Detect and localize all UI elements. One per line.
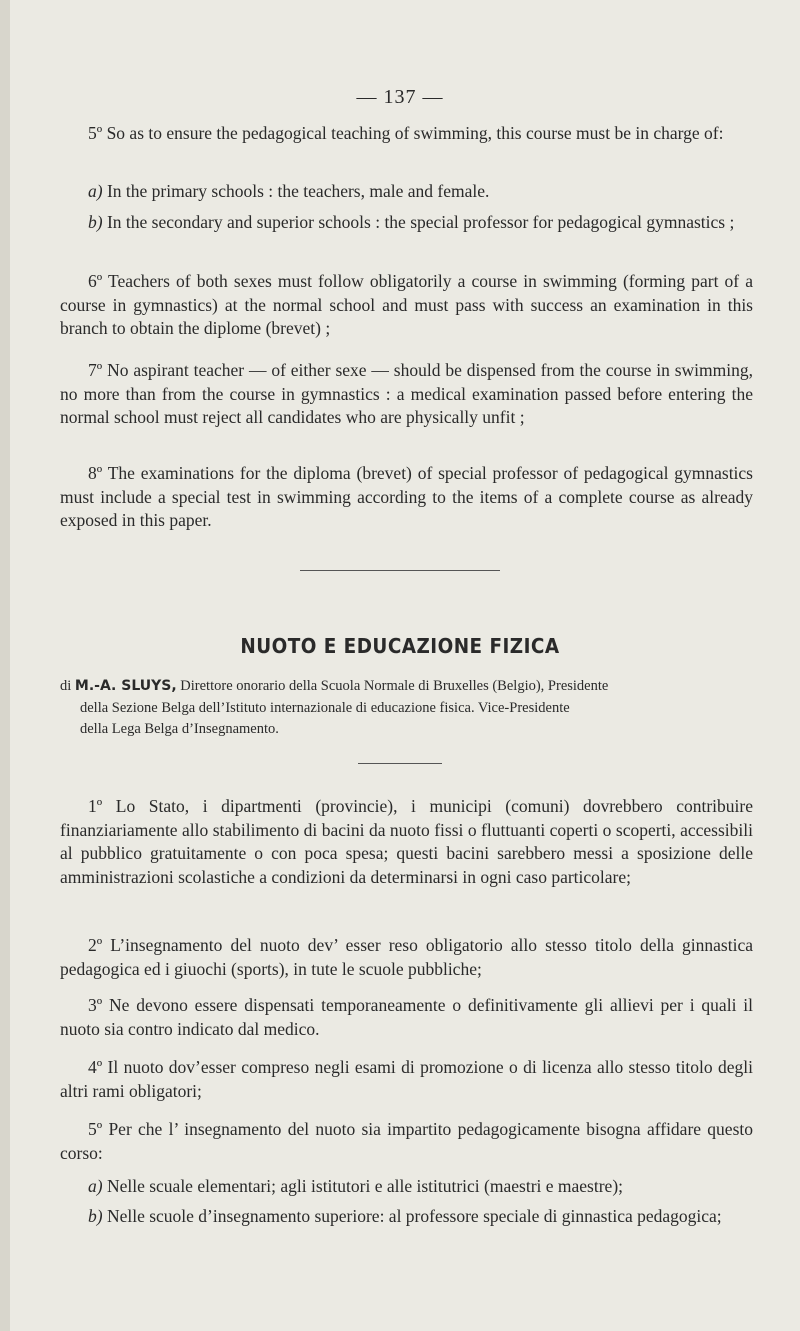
paragraph-en-6 (60, 270, 753, 341)
article-title: NUOTO E EDUCAZIONE FIZICA (240, 634, 560, 658)
byline-text: Direttore onorario della Scuola Normale di Bruxelles (Belgio), Presidente (180, 678, 609, 694)
page-gutter (0, 0, 10, 1331)
article-byline (60, 676, 760, 741)
paragraph-text: Il nuoto dov’esser compreso negli esami di promozione o di licenza allo stesso titolo degli altri rami obligatori; (60, 1057, 753, 1101)
paragraph-en-7 (60, 359, 753, 430)
paragraph-text: Teachers of both sexes must follow obligatorily a course in swimming (forming part of a course in gymnastics) at the normal school and must pass with success an examination in this branch to obtain the diplome (brevet) ; (60, 271, 754, 338)
paragraph-number: 5º (88, 1119, 103, 1139)
paragraph-text: So as to ensure the pedagogical teaching of swimming, this course must be in charge of: (106, 123, 724, 143)
paragraph-it-4 (60, 1056, 753, 1103)
paragraph-text: No aspirant teacher — of either sexe — should be dispensed from the course in swimming, no more than from the course in gymnastics : a medical examination passed before entering the normal school must reject all candidates who are physically unfit ; (60, 360, 754, 427)
paragraph-it-5 (60, 1118, 753, 1165)
item-label: b) (88, 1206, 103, 1226)
item-text: Nelle scuale elementari; agli istitutori e alle istitutrici (maestri e maestre); (106, 1176, 624, 1196)
paragraph-number: 2º (88, 935, 103, 955)
author-name: M.-A. SLUYS, (74, 678, 177, 694)
paragraph-it-5b (60, 1205, 753, 1229)
byline-prefix: di (60, 678, 72, 694)
paragraph-text: Ne devono essere dispensati temporaneamente o definitivamente gli allievi per i quali il nuoto sia contro indicato dal medico. (60, 995, 754, 1039)
paragraph-number: 1º (88, 796, 103, 816)
page-number: — 137 — (356, 86, 444, 108)
item-label: a) (88, 1176, 103, 1196)
item-text: In the secondary and superior schools : the special professor for pedagogical gymnastics ; (106, 212, 735, 232)
paragraph-number: 8º (88, 463, 103, 483)
paragraph-en-5b (60, 211, 753, 235)
item-label: b) (88, 212, 103, 232)
paragraph-it-1 (60, 795, 753, 889)
item-text: Nelle scuole d’insegnamento superiore: al professore speciale di ginnastica pedagogica; (106, 1206, 722, 1226)
paragraph-number: 7º (88, 360, 103, 380)
paragraph-number: 4º (88, 1057, 103, 1077)
paragraph-it-5a (60, 1175, 753, 1199)
paragraph-en-5 (60, 122, 753, 146)
byline-divider (358, 763, 442, 764)
paragraph-it-3 (60, 994, 753, 1041)
paragraph-number: 3º (88, 995, 103, 1015)
paragraph-text: The examinations for the diploma (brevet) of special professor of pedagogical gymnastics must include a special test in swimming according to the items of a complete course as already exposed in this paper. (60, 463, 753, 530)
paragraph-it-2 (60, 934, 753, 981)
byline-line-1 (60, 676, 760, 698)
paragraph-number: 5º (88, 123, 103, 143)
byline-line-3: della Lega Belga d’Insegnamento. (80, 721, 279, 737)
item-label: a) (88, 181, 103, 201)
item-text: In the primary schools : the teachers, male and female. (106, 181, 490, 201)
paragraph-text: Lo Stato, i dipartmenti (provincie), i municipi (comuni) dovrebbero contribuire finanziariamente allo stabilimento di bacini da nuoto fissi o fluttuanti coperti o scoperti, accessibili al pubblico gratuitamente o con poca spesa; questi bacini sarebbero messi a sposizione delle amministrazioni scolastiche a condizioni da determinarsi in ogni caso particolare; (60, 796, 754, 887)
paragraph-text: Per che l’ insegnamento del nuoto sia impartito pedagogicamente bisogna affidare questo corso: (60, 1119, 753, 1163)
section-divider (300, 570, 500, 571)
byline-line-2: della Sezione Belga dell’Istituto internazionale di educazione fisica. Vice-Presidente (80, 699, 570, 716)
paragraph-text: L’insegnamento del nuoto dev’ esser reso obligatorio allo stesso titolo della ginnastica pedagogica ed i giuochi (sports), in tute le scuole pubbliche; (60, 935, 754, 979)
paragraph-number: 6º (88, 271, 103, 291)
paragraph-en-8 (60, 462, 753, 533)
paragraph-en-5a (60, 180, 753, 204)
